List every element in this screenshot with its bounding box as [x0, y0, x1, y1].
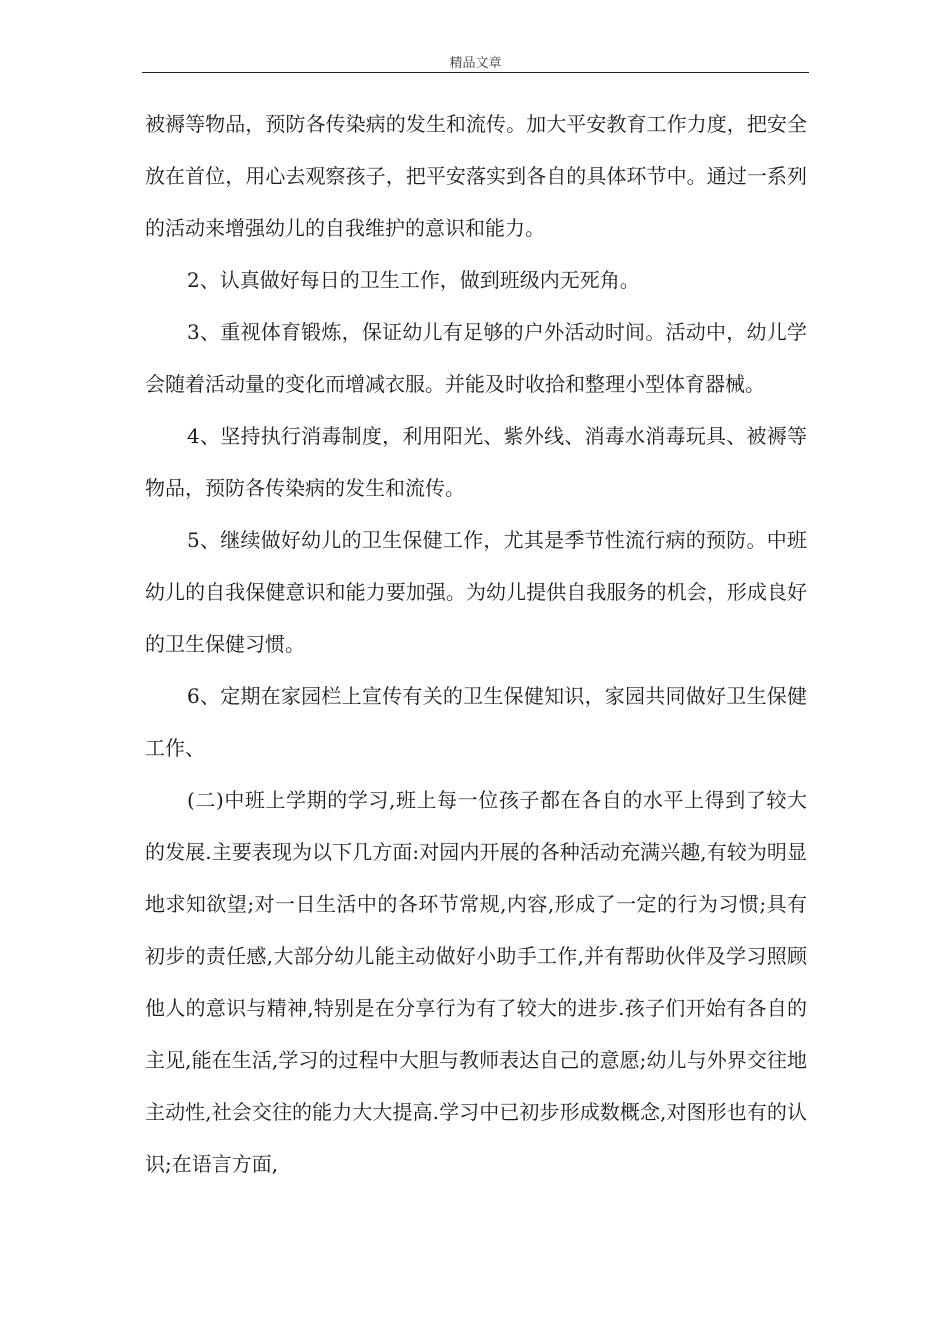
header-divider — [142, 72, 809, 73]
paragraph: 4、坚持执行消毒制度，利用阳光、紫外线、消毒水消毒玩具、被褥等物品，预防各传染病的发生和流传。 — [145, 424, 807, 500]
paragraph: 6、定期在家园栏上宣传有关的卫生保健知识，家园共同做好卫生保健工作、 — [145, 684, 807, 760]
paragraph: 被褥等物品，预防各传染病的发生和流传。加大平安教育工作力度，把安全放在首位，用心去观察孩子，把平安落实到各自的具体环节中。通过一系列的活动来增强幼儿的自我维护的意识和能力。 — [145, 112, 807, 240]
paragraph: 5、继续做好幼儿的卫生保健工作，尤其是季节性流行病的预防。中班幼儿的自我保健意识和能力要加强。为幼儿提供自我服务的机会，形成良好的卫生保健习惯。 — [145, 528, 807, 656]
document-body — [145, 98, 807, 1190]
page-header-title: 精品文章 — [449, 56, 502, 71]
paragraph: 3、重视体育锻炼，保证幼儿有足够的户外活动时间。活动中，幼儿学会随着活动量的变化而增减衣服。并能及时收拾和整理小型体育器械。 — [145, 320, 807, 396]
paragraph: 2、认真做好每日的卫生工作，做到班级内无死角。 — [187, 268, 640, 292]
paragraph: (二)中班上学期的学习,班上每一位孩子都在各自的水平上得到了较大的发展.主要表现为以下几方面:对园内开展的各种活动充满兴趣,有较为明显地求知欲望;对一日生活中的各环节常规,内容,形成了一定的行为习惯;具有初步的责任感,大部分幼儿能主动做好小助手工作,并有帮助伙伴及学习照顾他人的意识与精神,特别是在分享行为有了较大的进步.孩子们开始有各自的主见,能在生活,学习的过程中大胆与教师表达自己的意愿;幼儿与外界交往地主动性,社会交往的能力大大提高.学习中已初步形成数概念,对图形也有的认识;在语言方面, — [145, 788, 807, 1176]
